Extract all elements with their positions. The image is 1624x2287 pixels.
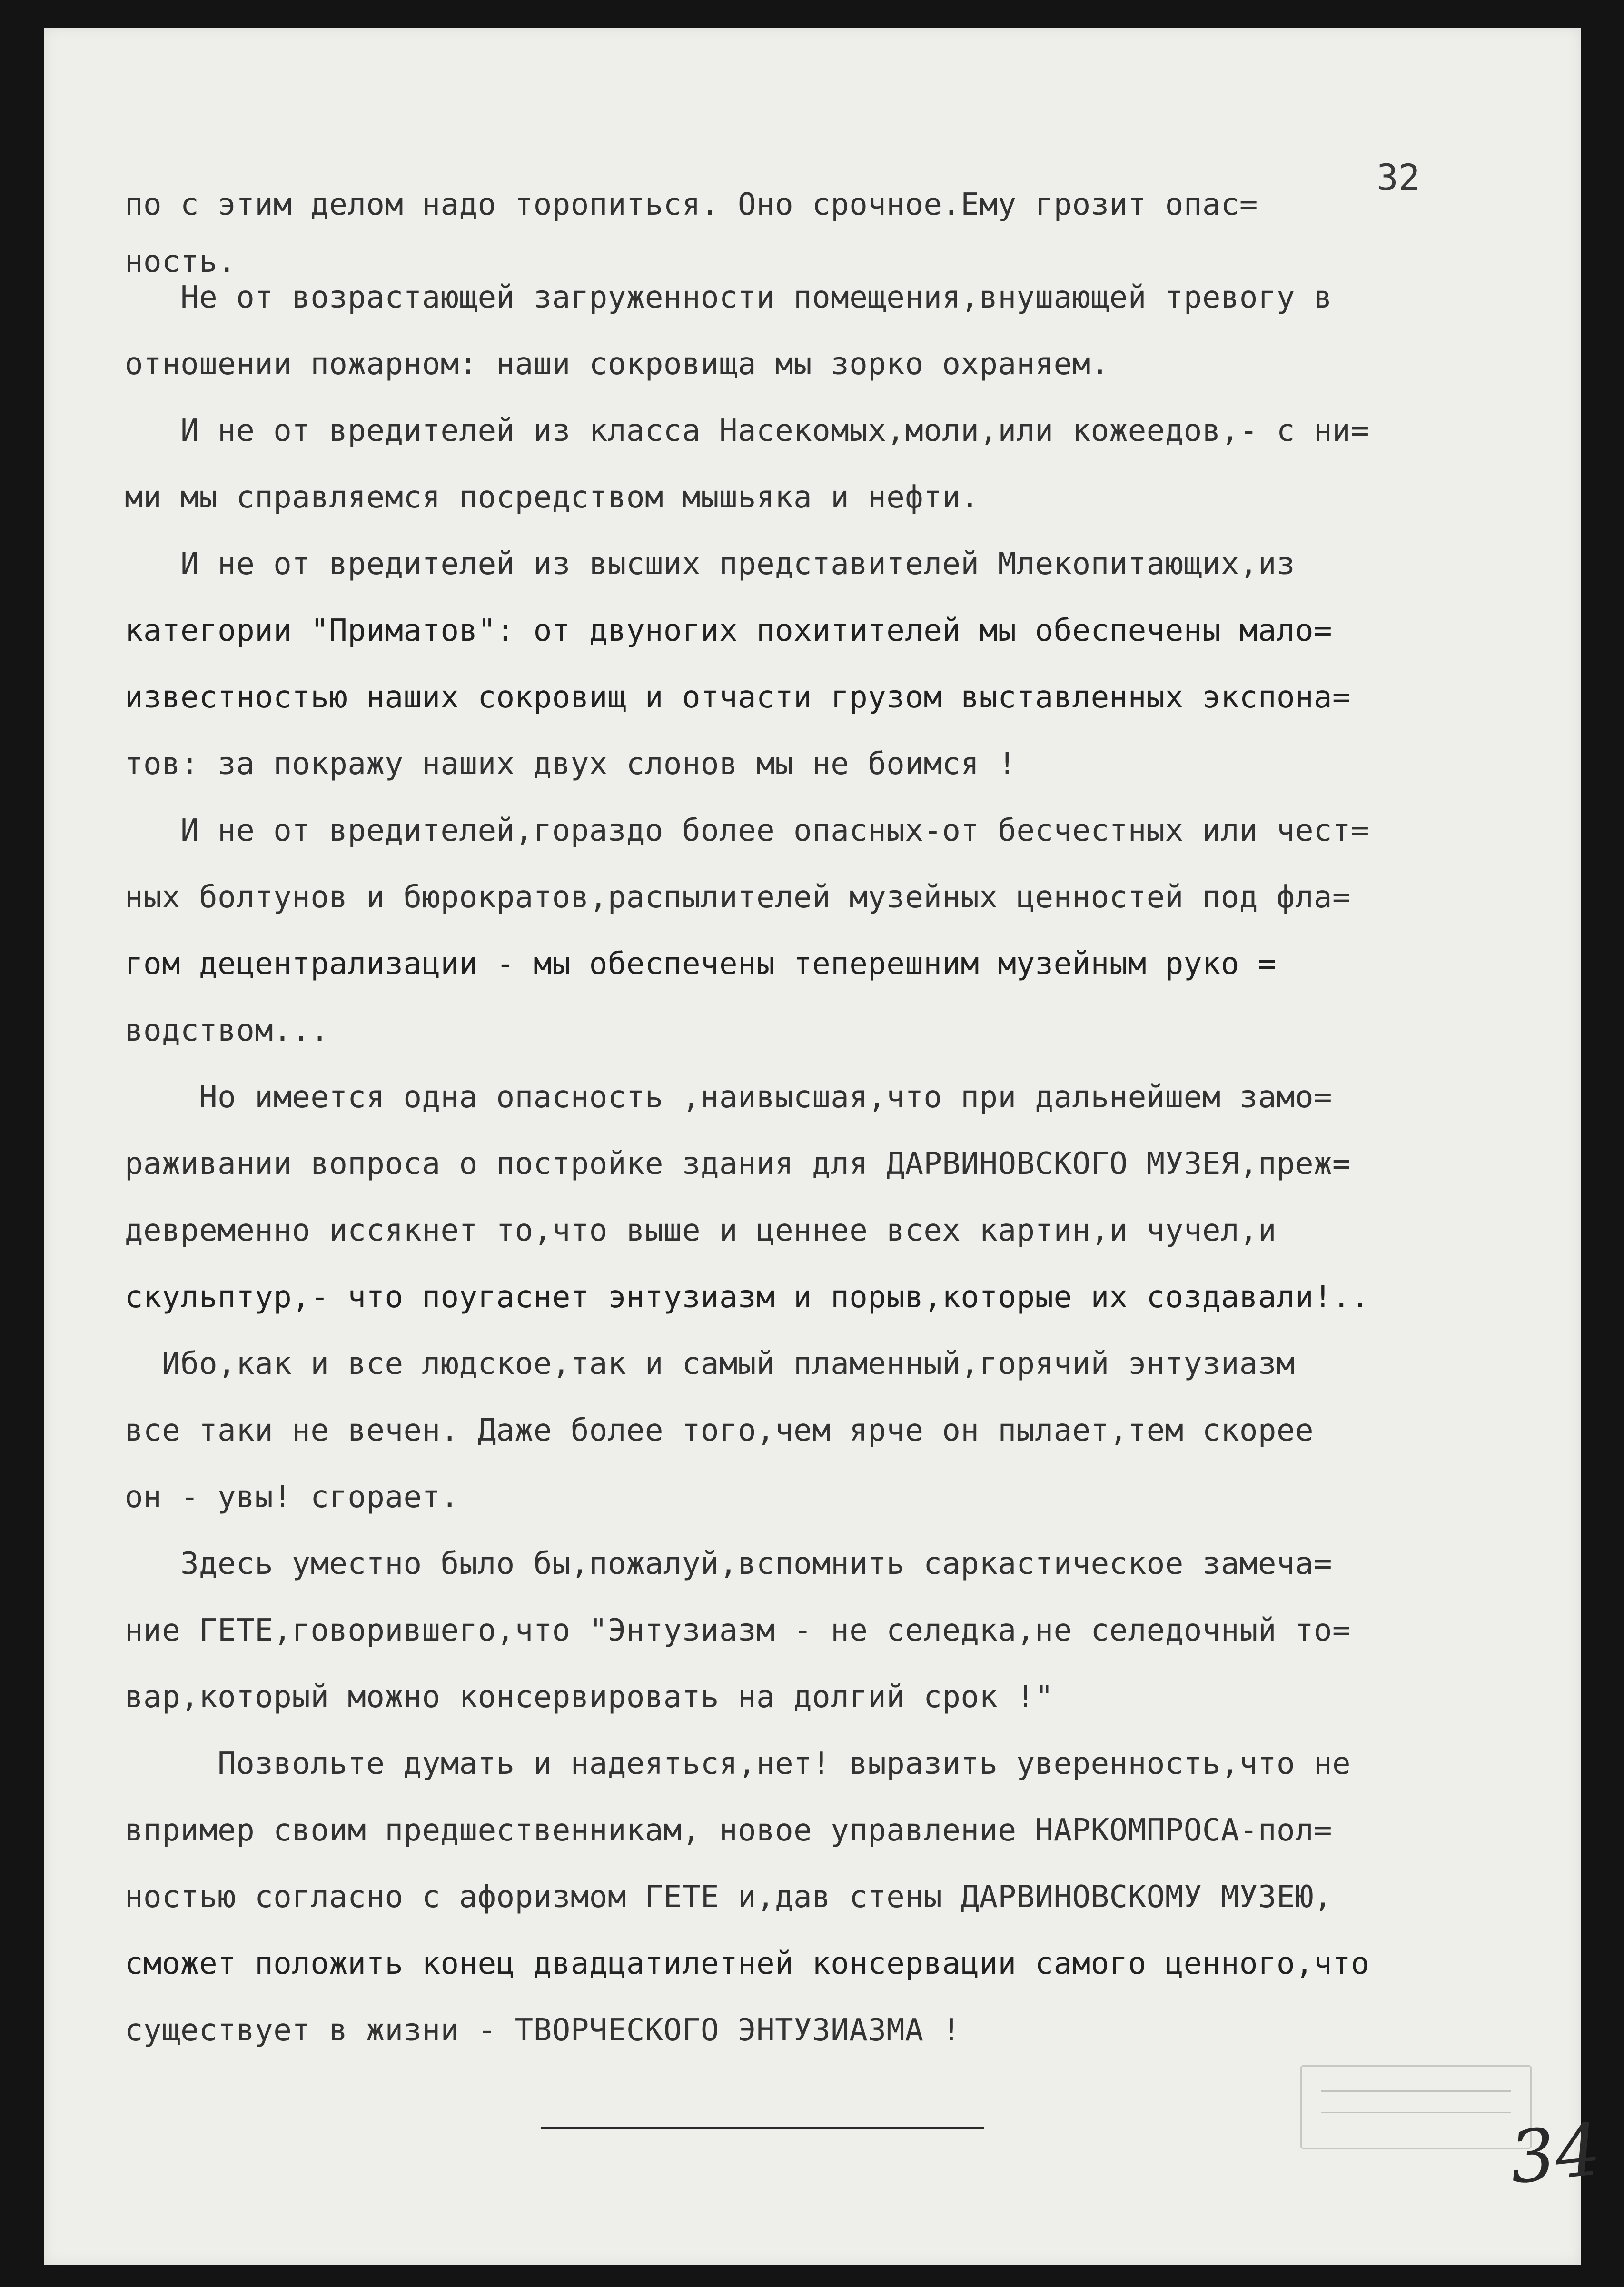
text-line: ность.: [125, 244, 237, 279]
text-line: ных болтунов и бюрократов,распылителей музейных ценностей под фла=: [125, 880, 1351, 915]
text-line: И не от вредителей из высших представителей Млекопитающих,из: [125, 547, 1295, 582]
text-line: скульптур,- что поугаснет энтузиазм и порыв,которые их создавали!..: [125, 1280, 1370, 1315]
text-line: ми мы справляемся посредством мышьяка и нефти.: [125, 480, 980, 515]
stamp-line: [1321, 2090, 1511, 2101]
text-line: Здесь уместно было бы,пожалуй,вспомнить саркастическое замеча=: [125, 1546, 1333, 1581]
text-line: категории "Приматов": от двуногих похитителей мы обеспечены мало=: [125, 613, 1333, 648]
page-number: 32: [1376, 156, 1420, 199]
text-line: ностью согласно с афоризмом ГЕТЕ и,дав стены ДАРВИНОВСКОМУ МУЗЕЮ,: [125, 1879, 1333, 1915]
stamp-line: [1321, 2112, 1511, 2123]
text-line: существует в жизни - ТВОРЧЕСКОГО ЭНТУЗИАЗМА !: [125, 2013, 961, 2048]
text-line: отношении пожарном: наши сокровища мы зорко охраняем.: [125, 347, 1109, 382]
text-line: ние ГЕТЕ,говорившего,что "Энтузиазм - не селедка,не селедочный то=: [125, 1613, 1351, 1648]
closing-rule: [541, 2127, 984, 2129]
text-line: раживании вопроса о постройке здания для ДАРВИНОВСКОГО МУЗЕЯ,преж=: [125, 1146, 1351, 1182]
text-line: Не от возрастающей загруженности помещения,внушающей тревогу в: [125, 280, 1333, 315]
text-line: Ибо,как и все людское,так и самый пламенный,горячий энтузиазм: [125, 1346, 1295, 1382]
text-line: вар,который можно консервировать на долгий срок !": [125, 1680, 1054, 1715]
text-line: все таки не вечен. Даже более того,чем ярче он пылает,тем скорее: [125, 1413, 1314, 1448]
text-line: гом децентрализации - мы обеспечены теперешним музейным руко =: [125, 946, 1277, 982]
document-page: [44, 28, 1605, 2265]
text-line: И не от вредителей,гораздо более опасных-от бесчестных или чест=: [125, 813, 1370, 848]
text-line: Но имеется одна опасность ,наивысшая,что при дальнейшем замо=: [125, 1080, 1333, 1115]
text-line: сможет положить конец двадцатилетней консервации самого ценного,что: [125, 1946, 1370, 1981]
text-line: тов: за покражу наших двух слонов мы не боимся !: [125, 746, 1017, 782]
text-line: он - увы! сгорает.: [125, 1480, 459, 1515]
text-line: девременно иссякнет то,что выше и ценнее всех картин,и чучел,и: [125, 1213, 1277, 1248]
text-line: известностью наших сокровищ и отчасти грузом выставленных экспона=: [125, 680, 1351, 715]
text-line: Позвольте думать и надеяться,нет! выразить уверенность,что не: [125, 1746, 1351, 1781]
text-line: по с этим делом надо торопиться. Оно срочное.Ему грозит опас=: [125, 187, 1258, 222]
handwritten-folio-number: 34: [1505, 2108, 1605, 2200]
text-line: водством...: [125, 1013, 329, 1048]
text-line: впример своим предшественникам, новое управление НАРКОМПРОСА-пол=: [125, 1813, 1333, 1848]
text-line: И не от вредителей из класса Насекомых,моли,или кожеедов,- с ни=: [125, 413, 1370, 448]
archive-stamp: [1300, 2065, 1532, 2149]
